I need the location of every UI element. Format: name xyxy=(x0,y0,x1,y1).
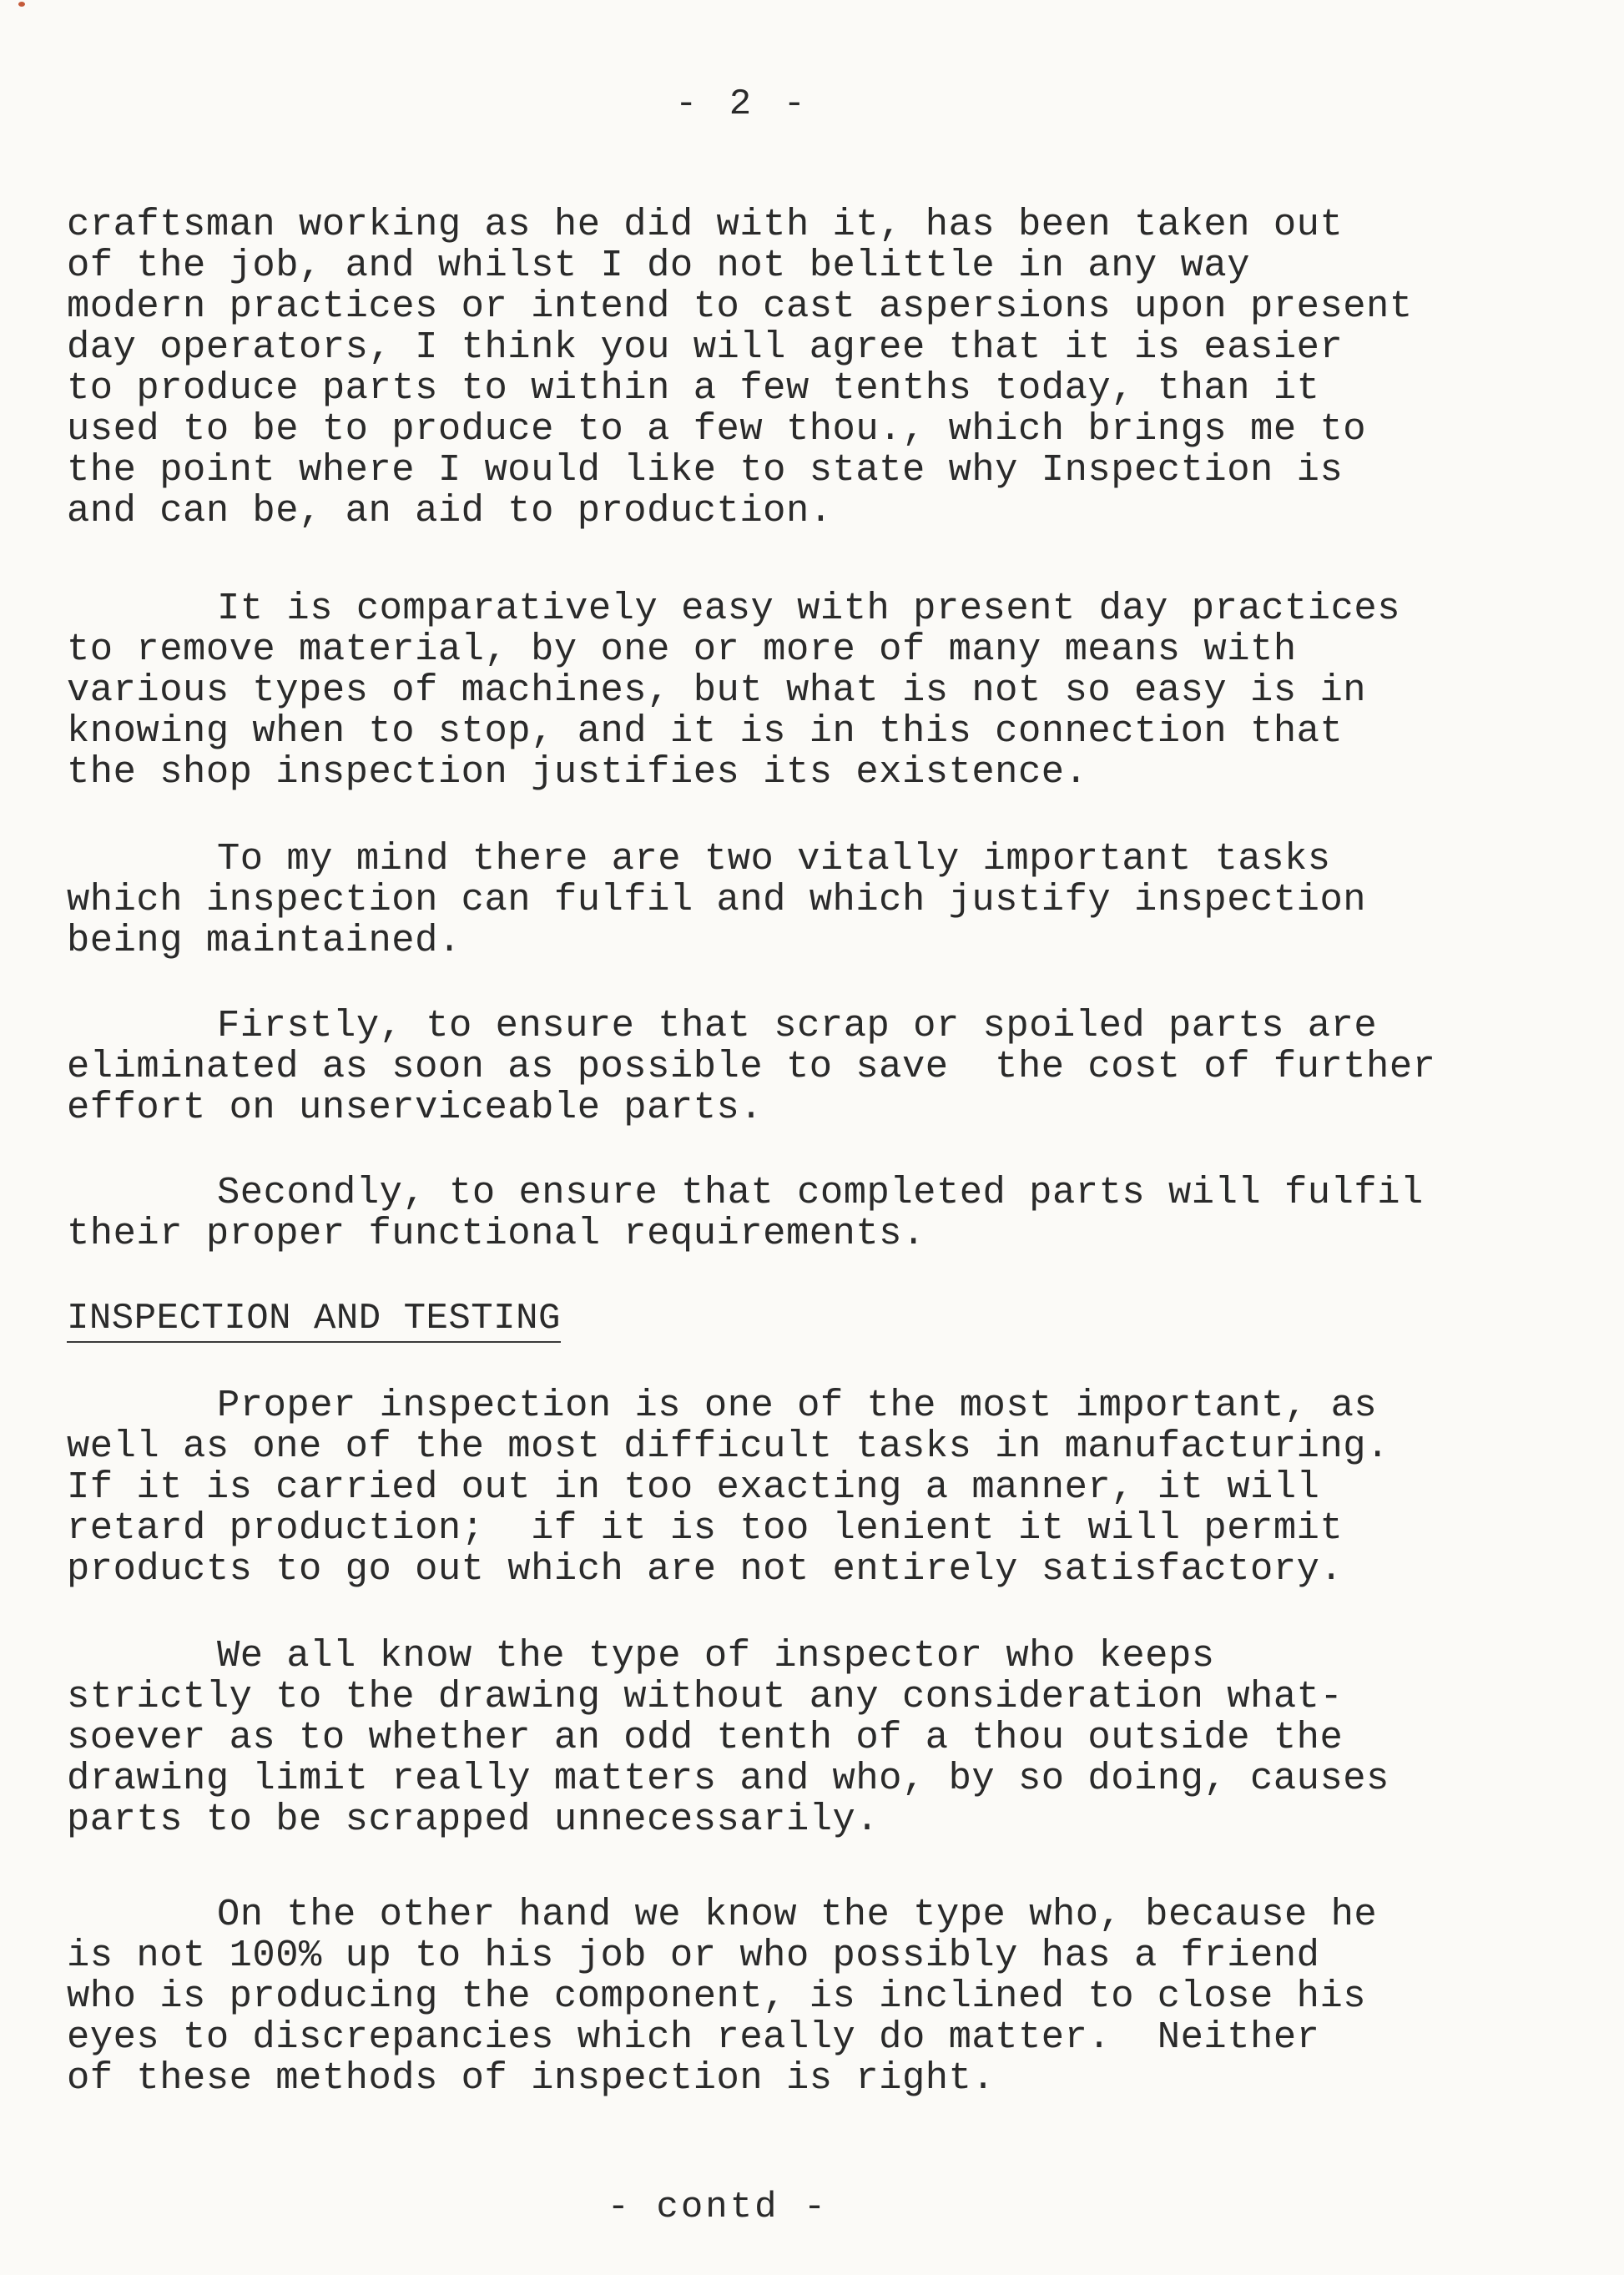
page-number: - 2 - xyxy=(674,83,811,125)
section-heading: INSPECTION AND TESTING xyxy=(67,1298,561,1343)
text-line: to remove material, by one or more of many means with xyxy=(67,628,1297,671)
text-line: various types of machines, but what is not so easy is in xyxy=(67,668,1367,712)
text-line: the point where I would like to state why Inspection is xyxy=(67,448,1344,492)
text-line: eliminated as soon as possible to save the cost of further xyxy=(67,1045,1436,1088)
paragraph xyxy=(67,1894,1552,2099)
text-line: being maintained. xyxy=(67,919,461,962)
text-line: On the other hand we know the type who, because he xyxy=(217,1893,1378,1936)
paragraph xyxy=(67,1006,1552,1128)
text-line: who is producing the component, is inclined to close his xyxy=(67,1975,1367,2018)
text-line: effort on unserviceable parts. xyxy=(67,1086,764,1129)
text-line: drawing limit really matters and who, by so doing, causes xyxy=(67,1757,1389,1800)
text-line: If it is carried out in too exacting a manner, it will xyxy=(67,1465,1320,1509)
paragraph xyxy=(67,588,1552,793)
text-line: modern practices or intend to cast aspersions upon present xyxy=(67,285,1413,328)
text-line: of the job, and whilst I do not belittle in any way xyxy=(67,244,1251,287)
text-line: of these methods of inspection is right. xyxy=(67,2056,996,2100)
text-line: We all know the type of inspector who keeps xyxy=(217,1634,1215,1677)
text-line: day operators, I think you will agree that it is easier xyxy=(67,325,1344,369)
text-line: well as one of the most difficult tasks in manufacturing. xyxy=(67,1425,1389,1468)
paragraph xyxy=(67,1636,1552,1840)
text-line: Proper inspection is one of the most important, as xyxy=(217,1384,1378,1427)
text-line: to produce parts to within a few tenths today, than it xyxy=(67,366,1320,410)
text-line: products to go out which are not entirely satisfactory. xyxy=(67,1547,1344,1591)
ink-speck xyxy=(18,2,25,7)
text-line: used to be to produce to a few thou., which brings me to xyxy=(67,407,1367,451)
text-line: their proper functional requirements. xyxy=(67,1212,925,1255)
text-line: the shop inspection justifies its existence. xyxy=(67,750,1088,794)
text-line: eyes to discrepancies which really do matter. Neither xyxy=(67,2015,1320,2059)
text-line: knowing when to stop, and it is in this connection that xyxy=(67,709,1344,753)
text-line: is not 100% up to his job or who possibly has a friend xyxy=(67,1934,1320,1977)
text-line: which inspection can fulfil and which justify inspection xyxy=(67,878,1367,921)
text-line: retard production; if it is too lenient it will permit xyxy=(67,1506,1344,1550)
text-line: Secondly, to ensure that completed parts will fulfil xyxy=(217,1171,1424,1214)
text-line: It is comparatively easy with present day practices xyxy=(217,587,1401,630)
text-line: To my mind there are two vitally important tasks xyxy=(217,837,1331,880)
text-line: Firstly, to ensure that scrap or spoiled parts are xyxy=(217,1004,1378,1047)
text-line: craftsman working as he did with it, has been taken out xyxy=(67,203,1344,246)
text-line: and can be, an aid to production. xyxy=(67,489,833,532)
text-line: strictly to the drawing without any consideration what- xyxy=(67,1675,1344,1718)
text-line: parts to be scrapped unnecessarily. xyxy=(67,1798,880,1841)
text-line: soever as to whether an odd tenth of a thou outside the xyxy=(67,1716,1344,1759)
paragraph xyxy=(67,839,1552,961)
paragraph xyxy=(67,1385,1552,1590)
paragraph xyxy=(67,1173,1552,1254)
continued-footer: - contd - xyxy=(607,2187,829,2228)
paragraph xyxy=(67,204,1552,532)
